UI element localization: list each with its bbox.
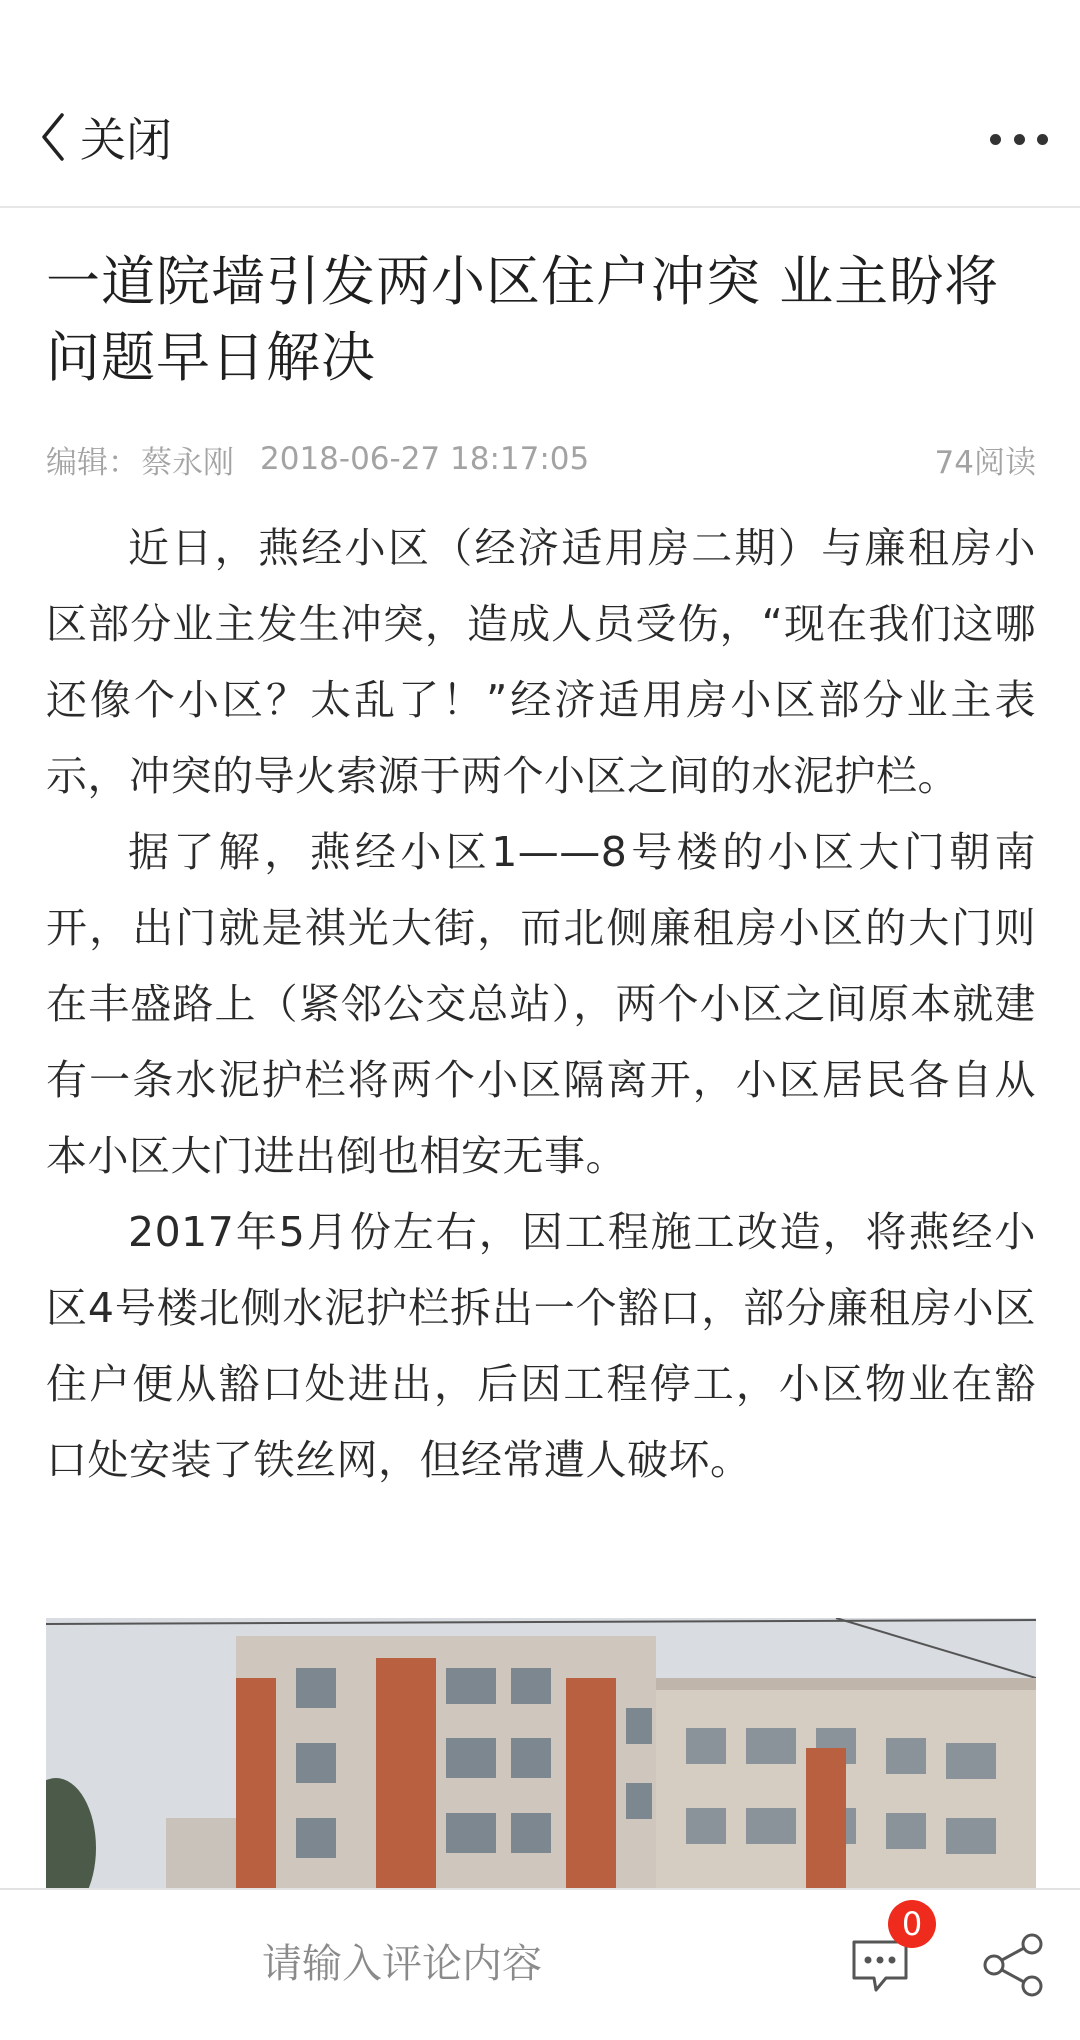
more-dots-icon xyxy=(1037,134,1048,145)
share-icon xyxy=(982,1932,1046,1998)
status-bar xyxy=(0,0,1080,70)
article xyxy=(46,208,1036,1498)
close-button[interactable] xyxy=(40,102,172,172)
close-label: 关闭 xyxy=(80,113,172,167)
building-photo xyxy=(46,1618,1036,1890)
top-nav-bar xyxy=(0,70,1080,208)
editor-label: 编辑： xyxy=(46,444,139,481)
article-meta xyxy=(46,434,1036,484)
article-paragraph: 据了解，燕经小区1——8号楼的小区大门朝南开，出门就是祺光大街，而北侧廉租房小区的大门则在丰盛路上（紧邻公交总站），两个小区之间原本就建有一条水泥护栏将两个小区隔离开，小区居民各自从本小区大门进出倒也相安无事。 xyxy=(46,828,1036,1180)
article-title: 一道院墙引发两小区住户冲突 业主盼将问题早日解决 xyxy=(46,250,1000,389)
more-button[interactable] xyxy=(990,124,1048,154)
chevron-left-icon xyxy=(40,111,66,163)
article-body xyxy=(46,510,1036,1498)
editor-name: 蔡永刚 xyxy=(141,444,234,481)
article-photo[interactable] xyxy=(46,1618,1036,1890)
read-count: 74阅读 xyxy=(934,444,1036,481)
article-paragraph: 近日，燕经小区（经济适用房二期）与廉租房小区部分业主发生冲突，造成人员受伤，“现在我们这哪还像个小区？太乱了！”经济适用房小区部分业主表示，冲突的导火索源于两个小区之间的水泥护栏。 xyxy=(46,524,1036,800)
comment-input[interactable]: 请输入评论内容 xyxy=(262,1941,542,1987)
more-dots-icon xyxy=(1014,134,1025,145)
comment-count-badge: 0 xyxy=(888,1900,936,1948)
publish-date: 2018-06-27 18:17:05 xyxy=(260,441,590,477)
share-button[interactable] xyxy=(982,1932,1046,1998)
comment-bar xyxy=(0,1888,1080,2040)
more-dots-icon xyxy=(990,134,1001,145)
article-paragraph: 2017年5月份左右，因工程施工改造，将燕经小区4号楼北侧水泥护栏拆出一个豁口，部分廉租房小区住户便从豁口处进出，后因工程停工，小区物业在豁口处安装了铁丝网，但经常遭人破坏。 xyxy=(46,1208,1036,1484)
